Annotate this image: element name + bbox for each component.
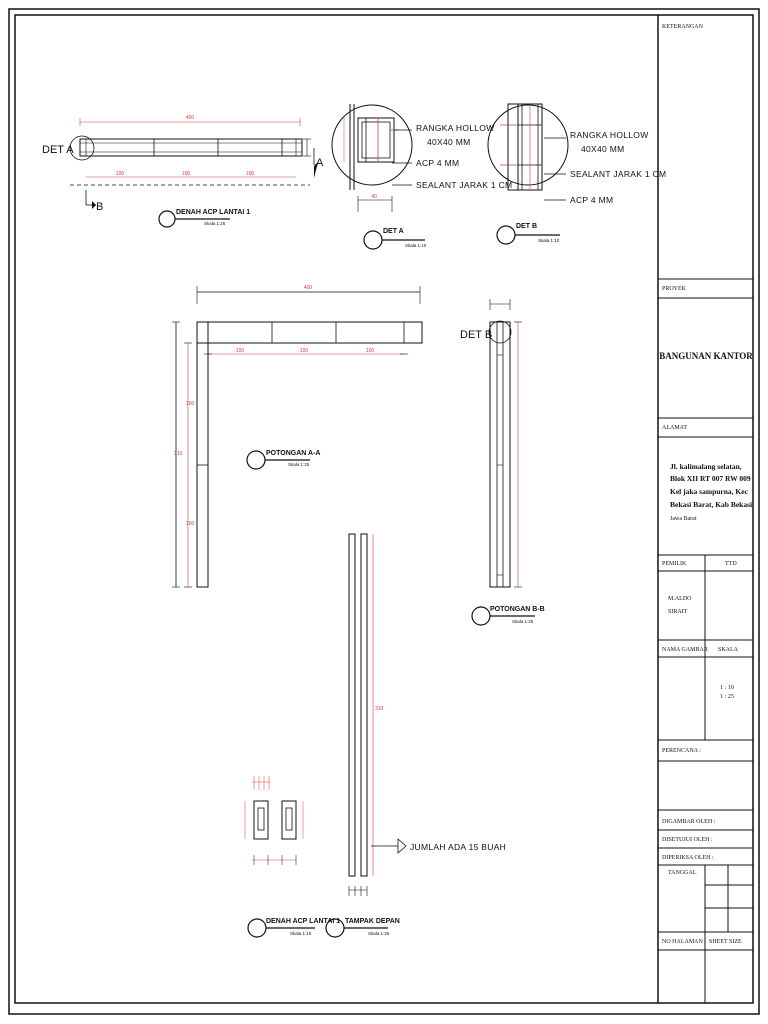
- proyek-label: PROYEK: [662, 286, 687, 292]
- alamat-line-5: Jawa Barat: [670, 516, 697, 522]
- nama-gambar-label: NAMA GAMBAR: [662, 647, 708, 653]
- potongan-aa-scale: Skala 1:25: [288, 462, 310, 467]
- pemilik-line-2: SIRAIT: [668, 609, 688, 615]
- diperiksa-label: DIPERIKSA OLEH :: [662, 855, 714, 861]
- potongan-aa-title: POTONGAN A-A: [266, 450, 321, 457]
- no-halaman-label: NO HALAMAN: [662, 939, 703, 945]
- svg-text:400: 400: [303, 285, 313, 291]
- jumlah-callout: JUMLAH ADA 15 BUAH: [410, 842, 507, 852]
- det-a-callout-rangka: RANGKA HOLLOW: [416, 123, 495, 133]
- svg-text:310: 310: [174, 451, 183, 457]
- skala-value-2: 1 : 25: [720, 694, 734, 700]
- denah-top-plan: [42, 115, 324, 213]
- denah-bottom-title: DENAH ACP LANTAI 1: [266, 918, 341, 925]
- title-block: [658, 15, 753, 1003]
- svg-text:100: 100: [186, 401, 195, 407]
- det-a-title: DET A: [383, 228, 404, 235]
- denah-top-scale: Skala 1:25: [204, 221, 226, 226]
- perencana-label: PERENCANA :: [662, 748, 701, 754]
- potongan-aa-title-marker: [247, 450, 320, 469]
- det-b-callout-rangka: RANGKA HOLLOW: [570, 130, 649, 140]
- alamat-line-2: Blok XII RT 007 RW 009: [670, 474, 751, 483]
- potongan-aa-section: [172, 285, 422, 587]
- ttd-label: TTD: [725, 561, 737, 567]
- potongan-bb-section: [460, 299, 522, 587]
- det-b-title: DET B: [516, 223, 537, 230]
- det-b-callout-sealant: SEALANT JARAK 1 CM: [570, 169, 667, 179]
- svg-text:100: 100: [115, 171, 125, 177]
- svg-text:400: 400: [185, 115, 195, 121]
- tampak-depan-title: TAMPAK DEPAN: [345, 918, 400, 925]
- svg-text:100: 100: [186, 521, 195, 527]
- outer-frame: [9, 9, 759, 1014]
- det-a-callout-size: 40X40 MM: [427, 137, 471, 147]
- svg-text:310: 310: [375, 706, 384, 712]
- svg-text:100: 100: [235, 348, 245, 354]
- denah-bottom-plan: [245, 776, 303, 865]
- svg-text:100: 100: [245, 171, 255, 177]
- section-b-marker: B: [96, 201, 104, 213]
- alamat-line-4: Bekasi Barat, Kab Bekasi: [670, 500, 753, 509]
- potongan-bb-scale: Skala 1:25: [512, 619, 534, 624]
- denah-bottom-scale: Skala 1:10: [290, 931, 312, 936]
- keterangan-label: KETERANGAN: [662, 24, 703, 30]
- alamat-line-1: Jl. kalimalang selatan,: [670, 462, 742, 471]
- det-a-callout-acp: ACP 4 MM: [416, 158, 460, 168]
- denah-top-title: DENAH ACP LANTAI 1: [176, 209, 251, 216]
- det-b-scale: Skala 1:10: [538, 238, 560, 243]
- potongan-bb-title: POTONGAN B-B: [490, 606, 545, 613]
- det-a-detail: [332, 104, 512, 212]
- inner-frame: [15, 15, 753, 1003]
- pemilik-label: PEMILIK: [662, 561, 687, 567]
- proyek-value: BANGUNAN KANTOR: [659, 351, 753, 361]
- det-a-title-marker: [364, 228, 427, 249]
- det-b-callout-size: 40X40 MM: [581, 144, 625, 154]
- alamat-label: ALAMAT: [662, 425, 687, 431]
- det-b-marker: DET B: [460, 329, 493, 341]
- svg-text:100: 100: [181, 171, 191, 177]
- svg-text:100: 100: [365, 348, 375, 354]
- det-a-scale: Skala 1:10: [405, 243, 427, 248]
- sheet-size-label: SHEET SIZE: [709, 939, 742, 945]
- tampak-depan-elevation: [349, 534, 506, 896]
- det-b-detail: [488, 104, 666, 205]
- det-a-marker: DET A: [42, 144, 74, 156]
- svg-text:100: 100: [299, 348, 309, 354]
- skala-value-1: 1 : 10: [720, 685, 734, 691]
- det-b-title-marker: [497, 223, 560, 244]
- det-a-callout-sealant: SEALANT JARAK 1 CM: [416, 180, 513, 190]
- section-a-marker: A: [316, 157, 324, 169]
- digambar-label: DIGAMBAR OLEH :: [662, 819, 716, 825]
- svg-text:40: 40: [371, 194, 377, 200]
- tampak-depan-scale: Skala 1:25: [368, 931, 390, 936]
- pemilik-line-1: M.ALDO: [668, 596, 692, 602]
- denah-top-title-marker: [159, 209, 250, 227]
- potongan-bb-title-marker: [472, 606, 545, 625]
- tanggal-label: TANGGAL: [668, 870, 697, 876]
- alamat-line-3: Kel jaka sampurna, Kec: [670, 487, 748, 496]
- det-b-callout-acp: ACP 4 MM: [570, 195, 614, 205]
- skala-label: SKALA: [718, 647, 739, 653]
- disetujui-label: DISETUJUI OLEH :: [662, 837, 713, 843]
